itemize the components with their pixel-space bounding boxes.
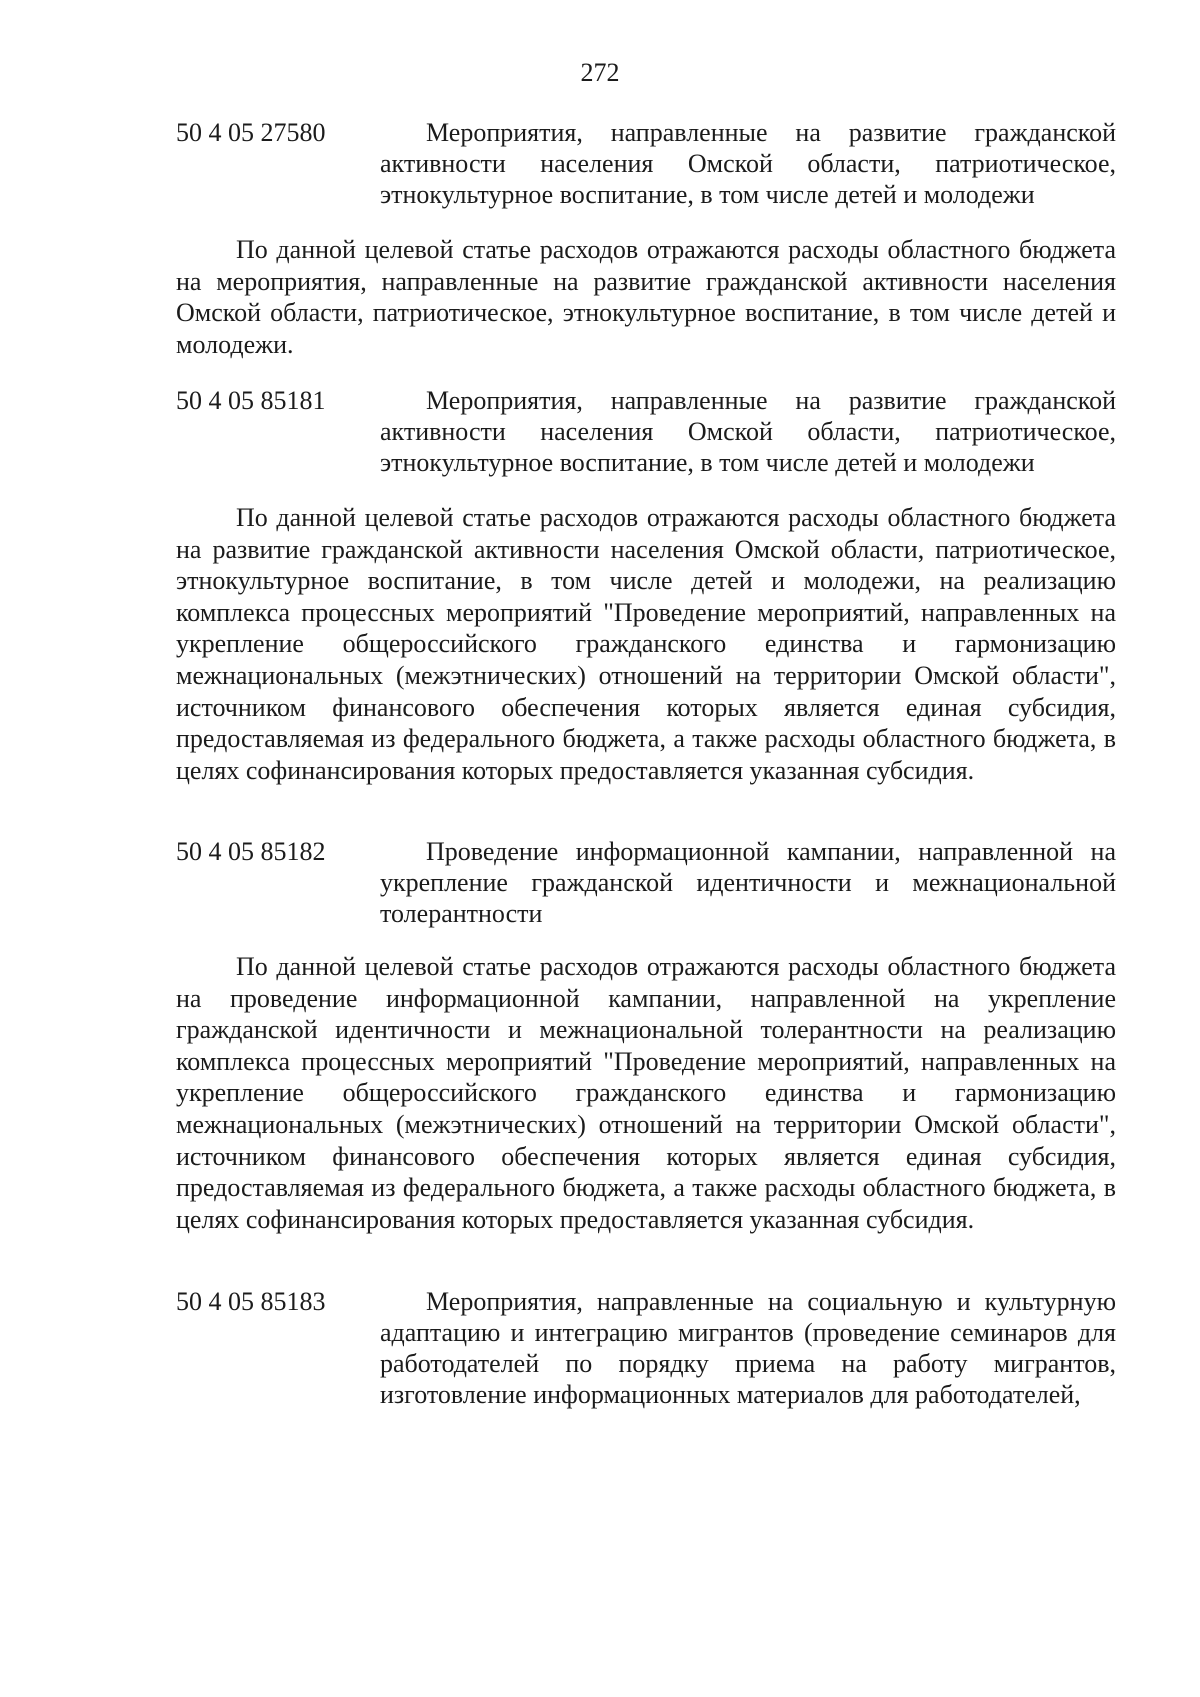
page-number: 272 (580, 58, 620, 87)
entry-description: По данной целевой статье расходов отражаются расходы областного бюджета на проведение информационной кампании, направленной на укрепление гражданской идентичности и межнациональной толерантности на реализацию комплекса процессных мероприятий "Проведение мероприятий, направленных на укрепление общероссийского гражданского единства и гармонизацию межнациональных (межэтнических) отношений на территории Омской области", источником финансового обеспечения которых является единая субсидия, предоставляемая из федерального бюджета, а также расходы областного бюджета, в целях софинансирования которых предоставляется указанная субсидия. (176, 952, 1116, 1234)
entry-code: 50 4 05 85182 (176, 837, 326, 866)
budget-entry (176, 836, 1116, 929)
budget-entry (176, 385, 1116, 478)
entry-code: 50 4 05 27580 (176, 118, 326, 147)
entry-title: Проведение информационной кампании, направленной на укрепление гражданской идентичности и межнациональной толерантности (380, 837, 1116, 928)
entry-code: 50 4 05 85181 (176, 386, 326, 415)
entry-code: 50 4 05 85183 (176, 1287, 326, 1316)
entry-title: Мероприятия, направленные на развитие гражданской активности населения Омской области, патриотическое, этнокультурное воспитание, в том числе детей и молодежи (380, 386, 1116, 477)
budget-entry (176, 117, 1116, 210)
budget-entry (176, 1286, 1116, 1410)
entry-title: Мероприятия, направленные на развитие гражданской активности населения Омской области, патриотическое, этнокультурное воспитание, в том числе детей и молодежи (380, 118, 1116, 209)
entry-title: Мероприятия, направленные на социальную и культурную адаптацию и интеграцию мигрантов (проведение семинаров для работодателей по порядку приема на работу мигрантов, изготовление информационных материалов для работодателей, (380, 1287, 1116, 1409)
entry-description: По данной целевой статье расходов отражаются расходы областного бюджета на мероприятия, направленные на развитие гражданской активности населения Омской области, патриотическое, этнокультурное воспитание, в том числе детей и молодежи. (176, 235, 1116, 359)
entry-description: По данной целевой статье расходов отражаются расходы областного бюджета на развитие гражданской активности населения Омской области, патриотическое, этнокультурное воспитание, в том числе детей и молодежи, на реализацию комплекса процессных мероприятий "Проведение мероприятий, направленных на укрепление общероссийского гражданского единства и гармонизацию межнациональных (межэтнических) отношений на территории Омской области", источником финансового обеспечения которых является единая субсидия, предоставляемая из федерального бюджета, а также расходы областного бюджета, в целях софинансирования которых предоставляется указанная субсидия. (176, 503, 1116, 785)
